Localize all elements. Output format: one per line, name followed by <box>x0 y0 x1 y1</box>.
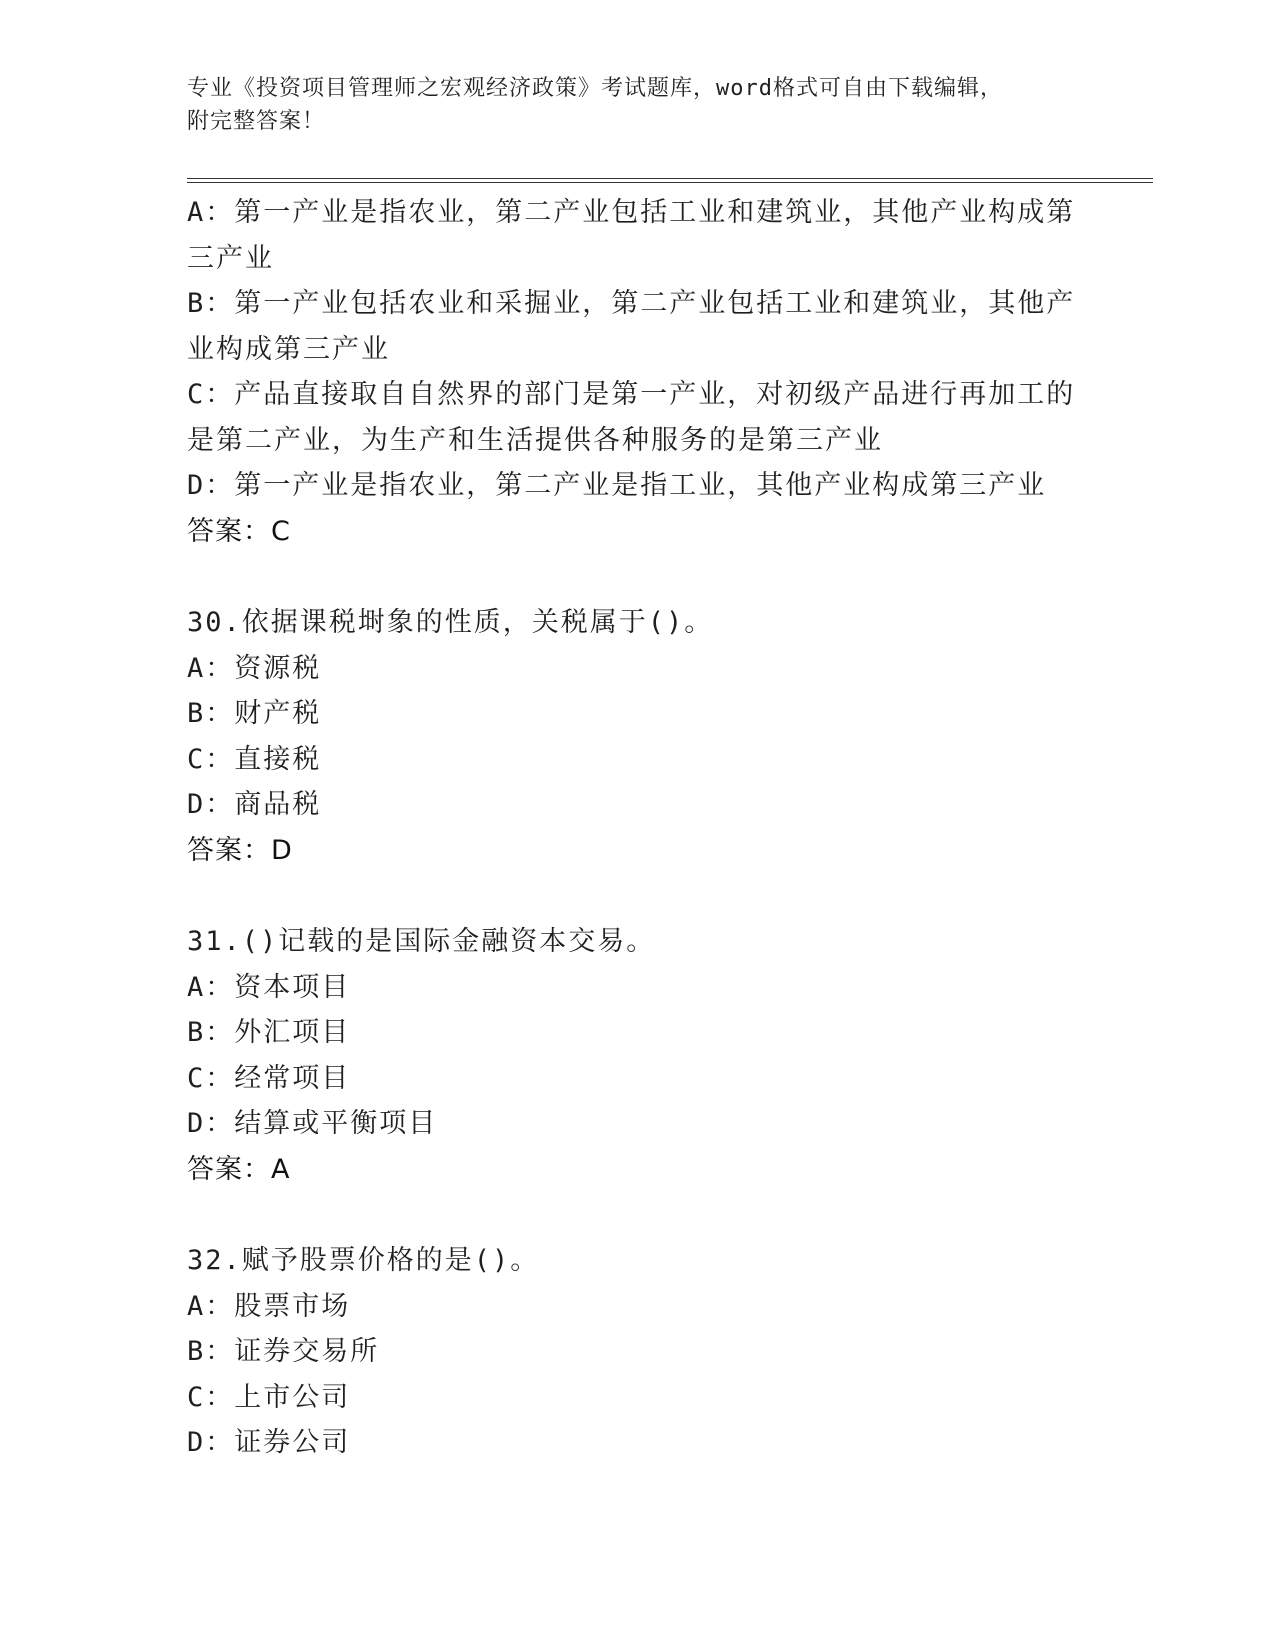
option-b: B：外汇项目 <box>187 1017 351 1048</box>
question-30 <box>187 600 1087 873</box>
answer: 答案：C <box>187 515 291 547</box>
question-31 <box>187 919 1087 1192</box>
spacer <box>187 873 1087 919</box>
option-c: C：经常项目 <box>187 1062 351 1094</box>
question-text: 32.赋予股票价格的是()。 <box>187 1245 540 1276</box>
option-d: D：商品税 <box>187 789 322 820</box>
option-c-line-2: 是第二产业，为生产和生活提供各种服务的是第三产业 <box>187 424 883 456</box>
question-text: 30.依据课税埘象的性质，关税属于()。 <box>187 607 714 638</box>
question-29 <box>187 190 1087 554</box>
option-d: D：第一产业是指农业，第二产业是指工业，其他产业构成第三产业 <box>187 470 1047 501</box>
option-b-line-2: 业构成第三产业 <box>187 333 390 365</box>
option-a: A：资本项目 <box>187 971 351 1003</box>
option-b: B：证券交易所 <box>187 1336 380 1367</box>
option-b-line-1: B：第一产业包括农业和采掘业，第二产业包括工业和建筑业，其他产 <box>187 288 1076 319</box>
option-c: C：直接税 <box>187 743 322 775</box>
option-a-line-1: A：第一产业是指农业，第二产业包括工业和建筑业，其他产业构成第 <box>187 197 1076 228</box>
option-c-line-1: C：产品直接取自自然界的部门是第一产业，对初级产品进行再加工的 <box>187 379 1076 410</box>
document-header <box>187 72 1067 138</box>
spacer <box>187 554 1087 600</box>
header-line-1: 专业《投资项目管理师之宏观经济政策》考试题库，word格式可自由下载编辑， <box>187 76 1003 101</box>
option-a-line-2: 三产业 <box>187 242 274 274</box>
answer: 答案：A <box>187 1153 291 1185</box>
option-b: B：财产税 <box>187 698 322 729</box>
option-c: C：上市公司 <box>187 1381 351 1413</box>
header-line-2: 附完整答案！ <box>187 109 326 134</box>
question-text: 31.()记载的是国际金融资本交易。 <box>187 926 656 957</box>
option-a: A：股票市场 <box>187 1290 351 1322</box>
option-a: A：资源税 <box>187 652 322 684</box>
question-32 <box>187 1238 1087 1466</box>
option-d: D：证券公司 <box>187 1427 351 1458</box>
answer: 答案：D <box>187 834 293 866</box>
header-divider <box>187 178 1153 183</box>
spacer <box>187 1192 1087 1238</box>
option-d: D：结算或平衡项目 <box>187 1108 438 1139</box>
question-list <box>187 190 1087 1466</box>
